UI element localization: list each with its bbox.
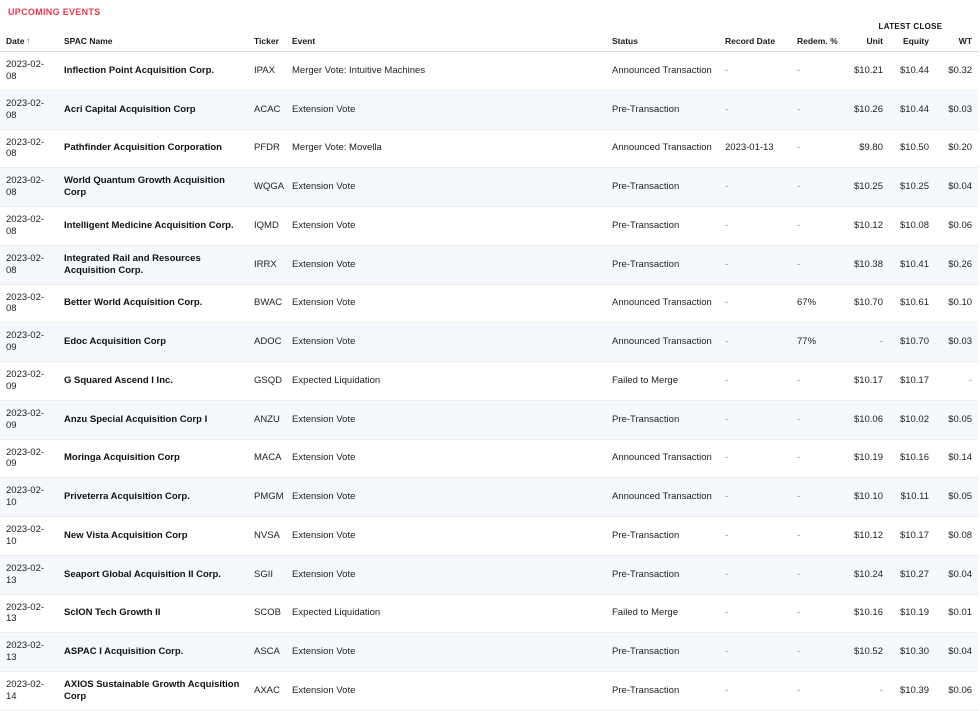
cell-redemption-pct: - bbox=[791, 245, 843, 284]
table-row[interactable] bbox=[0, 284, 978, 323]
cell-date: 2023-02-09 bbox=[0, 362, 58, 401]
cell-unit: $10.12 bbox=[843, 517, 889, 556]
cell-equity: $10.19 bbox=[889, 594, 935, 633]
cell-ticker: WQGA bbox=[248, 168, 286, 207]
cell-record-date: - bbox=[719, 555, 791, 594]
cell-record-date: - bbox=[719, 52, 791, 91]
table-row[interactable] bbox=[0, 555, 978, 594]
cell-wt: $0.10 bbox=[935, 284, 978, 323]
cell-unit: $10.10 bbox=[843, 478, 889, 517]
column-header-wt[interactable]: WT bbox=[935, 32, 978, 52]
cell-unit: $10.17 bbox=[843, 362, 889, 401]
cell-record-date: - bbox=[719, 90, 791, 129]
cell-event: Extension Vote bbox=[286, 323, 606, 362]
cell-wt: $0.04 bbox=[935, 555, 978, 594]
cell-wt: $0.04 bbox=[935, 168, 978, 207]
cell-redemption-pct: 67% bbox=[791, 284, 843, 323]
cell-unit: $10.19 bbox=[843, 439, 889, 478]
cell-status: Announced Transaction bbox=[606, 323, 719, 362]
cell-date: 2023-02-08 bbox=[0, 207, 58, 246]
cell-unit: $10.70 bbox=[843, 284, 889, 323]
cell-redemption-pct: - bbox=[791, 207, 843, 246]
cell-wt: $0.32 bbox=[935, 52, 978, 91]
table-row[interactable] bbox=[0, 52, 978, 91]
table-row[interactable] bbox=[0, 323, 978, 362]
cell-wt: $0.04 bbox=[935, 633, 978, 672]
cell-event: Expected Liquidation bbox=[286, 362, 606, 401]
cell-date: 2023-02-09 bbox=[0, 323, 58, 362]
cell-wt: $0.20 bbox=[935, 129, 978, 168]
cell-wt: - bbox=[935, 362, 978, 401]
cell-ticker: BWAC bbox=[248, 284, 286, 323]
cell-equity: $10.08 bbox=[889, 207, 935, 246]
cell-status: Pre-Transaction bbox=[606, 672, 719, 711]
cell-name: Edoc Acquisition Corp bbox=[58, 323, 248, 362]
cell-equity: $10.27 bbox=[889, 555, 935, 594]
table-body bbox=[0, 52, 978, 711]
cell-redemption-pct: - bbox=[791, 129, 843, 168]
cell-equity: $10.50 bbox=[889, 129, 935, 168]
cell-status: Failed to Merge bbox=[606, 594, 719, 633]
column-header-spac-name[interactable]: SPAC Name bbox=[58, 32, 248, 52]
cell-redemption-pct: 77% bbox=[791, 323, 843, 362]
cell-record-date: - bbox=[719, 400, 791, 439]
column-header-event[interactable]: Event bbox=[286, 32, 606, 52]
table-group-header-row bbox=[0, 22, 978, 32]
cell-redemption-pct: - bbox=[791, 594, 843, 633]
table-row[interactable] bbox=[0, 439, 978, 478]
cell-event: Extension Vote bbox=[286, 245, 606, 284]
cell-date: 2023-02-13 bbox=[0, 555, 58, 594]
cell-equity: $10.44 bbox=[889, 90, 935, 129]
cell-redemption-pct: - bbox=[791, 52, 843, 91]
cell-date: 2023-02-08 bbox=[0, 129, 58, 168]
cell-unit: $10.24 bbox=[843, 555, 889, 594]
column-header-date[interactable] bbox=[0, 32, 58, 52]
cell-equity: $10.70 bbox=[889, 323, 935, 362]
cell-name: G Squared Ascend I Inc. bbox=[58, 362, 248, 401]
cell-status: Pre-Transaction bbox=[606, 90, 719, 129]
cell-name: Inflection Point Acquisition Corp. bbox=[58, 52, 248, 91]
table-row[interactable] bbox=[0, 478, 978, 517]
cell-date: 2023-02-13 bbox=[0, 633, 58, 672]
cell-redemption-pct: - bbox=[791, 517, 843, 556]
table-row[interactable] bbox=[0, 129, 978, 168]
cell-name: Moringa Acquisition Corp bbox=[58, 439, 248, 478]
cell-event: Merger Vote: Movella bbox=[286, 129, 606, 168]
cell-record-date: - bbox=[719, 284, 791, 323]
cell-redemption-pct: - bbox=[791, 362, 843, 401]
sort-ascending-icon[interactable]: ↑ bbox=[26, 38, 30, 45]
cell-status: Pre-Transaction bbox=[606, 400, 719, 439]
cell-wt: $0.06 bbox=[935, 207, 978, 246]
cell-ticker: SCOB bbox=[248, 594, 286, 633]
cell-equity: $10.17 bbox=[889, 517, 935, 556]
cell-date: 2023-02-14 bbox=[0, 672, 58, 711]
cell-equity: $10.41 bbox=[889, 245, 935, 284]
cell-record-date: - bbox=[719, 439, 791, 478]
cell-event: Extension Vote bbox=[286, 168, 606, 207]
column-header-unit[interactable]: Unit bbox=[843, 32, 889, 52]
cell-name: Priveterra Acquisition Corp. bbox=[58, 478, 248, 517]
cell-date: 2023-02-08 bbox=[0, 245, 58, 284]
cell-ticker: IRRX bbox=[248, 245, 286, 284]
cell-record-date: - bbox=[719, 633, 791, 672]
cell-name: ASPAC I Acquisition Corp. bbox=[58, 633, 248, 672]
cell-redemption-pct: - bbox=[791, 633, 843, 672]
group-header-latest-close: LATEST CLOSE bbox=[878, 22, 943, 31]
cell-name: Seaport Global Acquisition II Corp. bbox=[58, 555, 248, 594]
page-title: UPCOMING EVENTS bbox=[8, 7, 101, 17]
cell-status: Announced Transaction bbox=[606, 284, 719, 323]
cell-unit: $10.38 bbox=[843, 245, 889, 284]
cell-date: 2023-02-08 bbox=[0, 90, 58, 129]
cell-event: Merger Vote: Intuitive Machines bbox=[286, 52, 606, 91]
cell-date: 2023-02-09 bbox=[0, 439, 58, 478]
cell-unit: - bbox=[843, 672, 889, 711]
cell-equity: $10.02 bbox=[889, 400, 935, 439]
cell-ticker: MACA bbox=[248, 439, 286, 478]
cell-unit: $10.21 bbox=[843, 52, 889, 91]
cell-ticker: GSQD bbox=[248, 362, 286, 401]
table-row[interactable] bbox=[0, 400, 978, 439]
cell-event: Extension Vote bbox=[286, 90, 606, 129]
cell-event: Extension Vote bbox=[286, 478, 606, 517]
cell-event: Extension Vote bbox=[286, 400, 606, 439]
table-row[interactable] bbox=[0, 90, 978, 129]
cell-ticker: NVSA bbox=[248, 517, 286, 556]
cell-wt: $0.14 bbox=[935, 439, 978, 478]
cell-equity: $10.44 bbox=[889, 52, 935, 91]
cell-wt: $0.05 bbox=[935, 400, 978, 439]
cell-redemption-pct: - bbox=[791, 672, 843, 711]
cell-ticker: IPAX bbox=[248, 52, 286, 91]
cell-record-date: - bbox=[719, 207, 791, 246]
cell-status: Pre-Transaction bbox=[606, 245, 719, 284]
cell-date: 2023-02-10 bbox=[0, 517, 58, 556]
cell-equity: $10.16 bbox=[889, 439, 935, 478]
cell-record-date: - bbox=[719, 362, 791, 401]
cell-event: Extension Vote bbox=[286, 633, 606, 672]
cell-equity: $10.39 bbox=[889, 672, 935, 711]
cell-event: Extension Vote bbox=[286, 517, 606, 556]
cell-redemption-pct: - bbox=[791, 478, 843, 517]
column-header-date-label: Date bbox=[6, 36, 25, 46]
cell-equity: $10.25 bbox=[889, 168, 935, 207]
cell-name: Better World Acquisition Corp. bbox=[58, 284, 248, 323]
cell-unit: $10.16 bbox=[843, 594, 889, 633]
cell-redemption-pct: - bbox=[791, 168, 843, 207]
cell-redemption-pct: - bbox=[791, 555, 843, 594]
cell-name: Anzu Special Acquisition Corp I bbox=[58, 400, 248, 439]
cell-name: Acri Capital Acquisition Corp bbox=[58, 90, 248, 129]
cell-record-date: - bbox=[719, 672, 791, 711]
cell-date: 2023-02-08 bbox=[0, 284, 58, 323]
cell-wt: $0.01 bbox=[935, 594, 978, 633]
cell-ticker: ASCA bbox=[248, 633, 286, 672]
cell-wt: $0.08 bbox=[935, 517, 978, 556]
cell-ticker: IQMD bbox=[248, 207, 286, 246]
cell-status: Announced Transaction bbox=[606, 439, 719, 478]
cell-status: Announced Transaction bbox=[606, 129, 719, 168]
cell-name: AXIOS Sustainable Growth Acquisition Corp bbox=[58, 672, 248, 711]
cell-status: Failed to Merge bbox=[606, 362, 719, 401]
cell-status: Pre-Transaction bbox=[606, 168, 719, 207]
table-row[interactable] bbox=[0, 633, 978, 672]
cell-status: Announced Transaction bbox=[606, 478, 719, 517]
cell-equity: $10.11 bbox=[889, 478, 935, 517]
cell-date: 2023-02-13 bbox=[0, 594, 58, 633]
cell-event: Extension Vote bbox=[286, 284, 606, 323]
cell-event: Expected Liquidation bbox=[286, 594, 606, 633]
cell-name: Pathfinder Acquisition Corporation bbox=[58, 129, 248, 168]
cell-date: 2023-02-09 bbox=[0, 400, 58, 439]
cell-wt: $0.05 bbox=[935, 478, 978, 517]
cell-equity: $10.17 bbox=[889, 362, 935, 401]
cell-status: Pre-Transaction bbox=[606, 517, 719, 556]
cell-event: Extension Vote bbox=[286, 672, 606, 711]
cell-name: Intelligent Medicine Acquisition Corp. bbox=[58, 207, 248, 246]
table-row[interactable] bbox=[0, 207, 978, 246]
table-row[interactable] bbox=[0, 594, 978, 633]
cell-record-date: - bbox=[719, 323, 791, 362]
cell-record-date: - bbox=[719, 594, 791, 633]
table-row[interactable] bbox=[0, 362, 978, 401]
cell-redemption-pct: - bbox=[791, 400, 843, 439]
group-header-spacer bbox=[0, 22, 843, 32]
cell-record-date: - bbox=[719, 245, 791, 284]
cell-unit: $10.26 bbox=[843, 90, 889, 129]
cell-name: Integrated Rail and Resources Acquisition Corp. bbox=[58, 245, 248, 284]
table-row[interactable] bbox=[0, 672, 978, 711]
cell-record-date: 2023-01-13 bbox=[719, 129, 791, 168]
cell-redemption-pct: - bbox=[791, 439, 843, 478]
table-column-header-row bbox=[0, 32, 978, 52]
cell-event: Extension Vote bbox=[286, 207, 606, 246]
cell-name: ScION Tech Growth II bbox=[58, 594, 248, 633]
cell-equity: $10.61 bbox=[889, 284, 935, 323]
cell-ticker: ADOC bbox=[248, 323, 286, 362]
cell-record-date: - bbox=[719, 517, 791, 556]
cell-ticker: ANZU bbox=[248, 400, 286, 439]
cell-wt: $0.26 bbox=[935, 245, 978, 284]
cell-ticker: PMGM bbox=[248, 478, 286, 517]
cell-date: 2023-02-10 bbox=[0, 478, 58, 517]
column-header-status[interactable]: Status bbox=[606, 32, 719, 52]
table-row[interactable] bbox=[0, 168, 978, 207]
cell-unit: - bbox=[843, 323, 889, 362]
cell-name: World Quantum Growth Acquisition Corp bbox=[58, 168, 248, 207]
column-header-redemption-pct[interactable]: Redem. % bbox=[791, 32, 843, 52]
cell-redemption-pct: - bbox=[791, 90, 843, 129]
cell-date: 2023-02-08 bbox=[0, 168, 58, 207]
events-table-container bbox=[0, 22, 980, 711]
cell-record-date: - bbox=[719, 168, 791, 207]
cell-unit: $10.25 bbox=[843, 168, 889, 207]
table-row[interactable] bbox=[0, 517, 978, 556]
cell-status: Announced Transaction bbox=[606, 52, 719, 91]
cell-event: Extension Vote bbox=[286, 555, 606, 594]
cell-event: Extension Vote bbox=[286, 439, 606, 478]
cell-date: 2023-02-08 bbox=[0, 52, 58, 91]
cell-unit: $10.12 bbox=[843, 207, 889, 246]
cell-status: Pre-Transaction bbox=[606, 555, 719, 594]
cell-status: Pre-Transaction bbox=[606, 633, 719, 672]
table-row[interactable] bbox=[0, 245, 978, 284]
cell-wt: $0.03 bbox=[935, 323, 978, 362]
column-header-ticker[interactable]: Ticker bbox=[248, 32, 286, 52]
cell-record-date: - bbox=[719, 478, 791, 517]
upcoming-events-table bbox=[0, 22, 978, 711]
cell-unit: $10.06 bbox=[843, 400, 889, 439]
table-header bbox=[0, 22, 978, 52]
cell-wt: $0.06 bbox=[935, 672, 978, 711]
cell-equity: $10.30 bbox=[889, 633, 935, 672]
cell-wt: $0.03 bbox=[935, 90, 978, 129]
cell-ticker: ACAC bbox=[248, 90, 286, 129]
cell-ticker: PFDR bbox=[248, 129, 286, 168]
column-header-equity[interactable]: Equity bbox=[889, 32, 935, 52]
cell-ticker: AXAC bbox=[248, 672, 286, 711]
cell-unit: $10.52 bbox=[843, 633, 889, 672]
cell-unit: $9.80 bbox=[843, 129, 889, 168]
cell-name: New Vista Acquisition Corp bbox=[58, 517, 248, 556]
cell-status: Pre-Transaction bbox=[606, 207, 719, 246]
column-header-record-date[interactable]: Record Date bbox=[719, 32, 791, 52]
cell-ticker: SGII bbox=[248, 555, 286, 594]
